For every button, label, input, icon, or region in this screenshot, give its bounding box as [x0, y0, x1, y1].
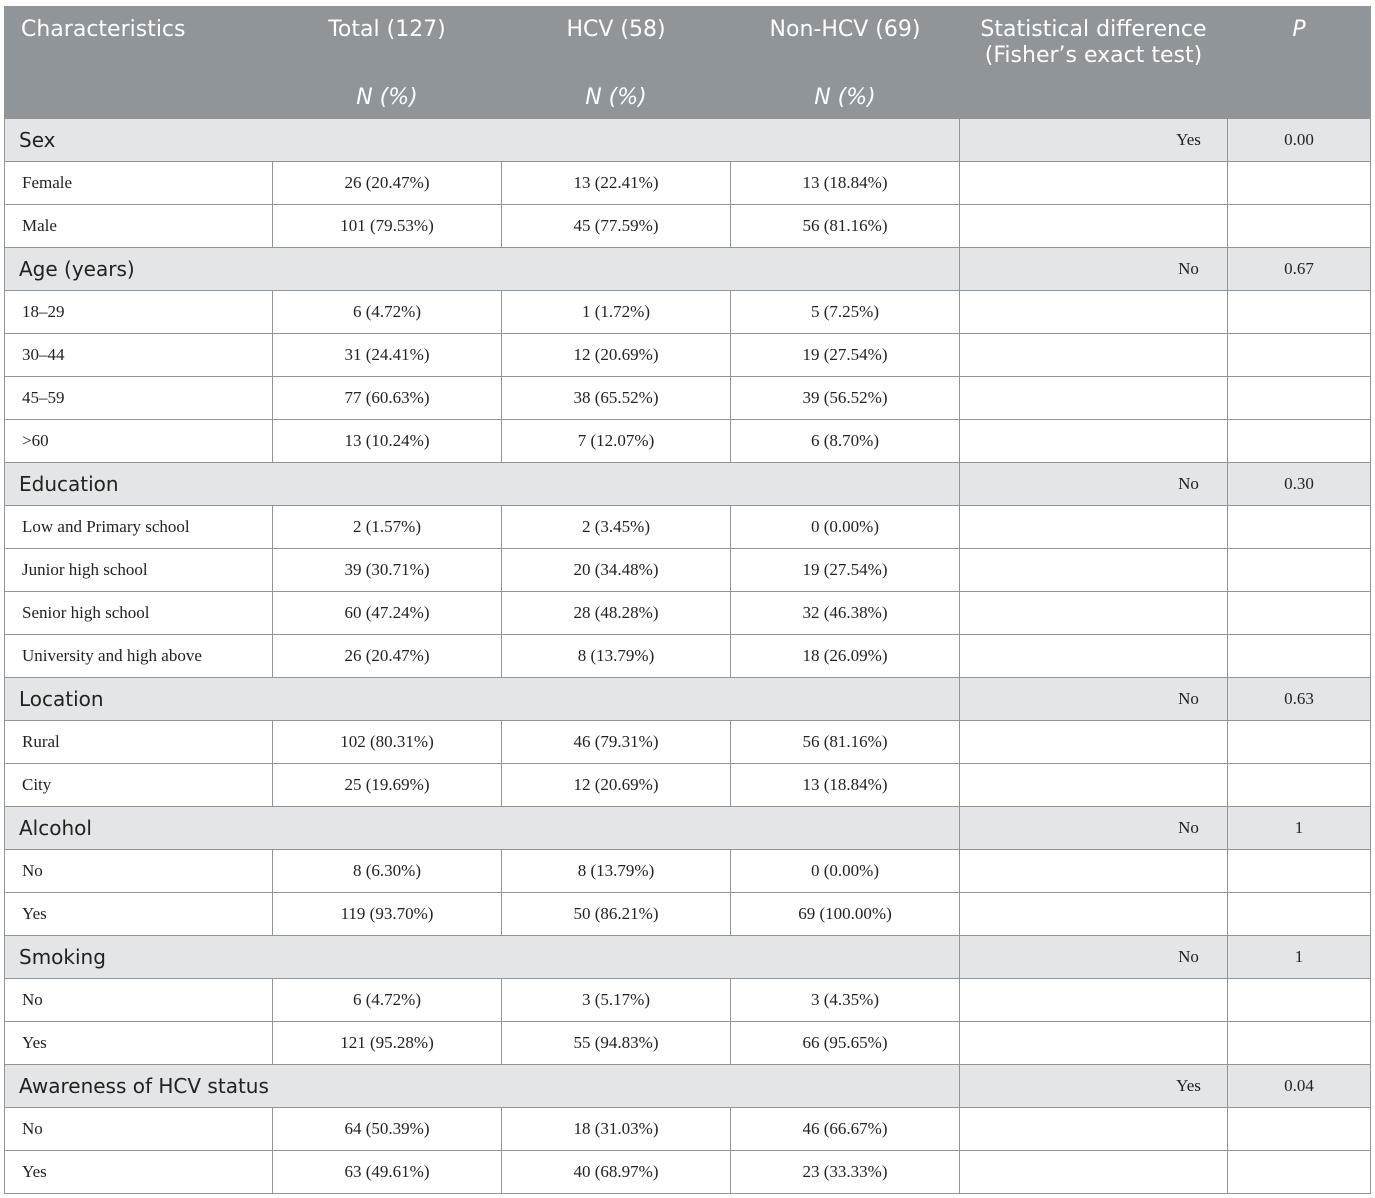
header-total: Total (127) [273, 7, 502, 76]
non-hcv-cell: 3 (4.35%) [731, 979, 960, 1022]
empty-cell [1228, 162, 1371, 205]
row-label: Low and Primary school [5, 506, 273, 549]
table-row [5, 291, 1371, 334]
statistical-difference-value: No [960, 248, 1228, 291]
statistical-difference-value: No [960, 807, 1228, 850]
non-hcv-cell: 23 (33.33%) [731, 1151, 960, 1194]
hcv-cell: 45 (77.59%) [502, 205, 731, 248]
non-hcv-cell: 39 (56.52%) [731, 377, 960, 420]
total-cell: 63 (49.61%) [273, 1151, 502, 1194]
row-label: Yes [5, 1022, 273, 1065]
empty-cell [960, 291, 1228, 334]
p-value: 0.67 [1228, 248, 1371, 291]
hcv-cell: 40 (68.97%) [502, 1151, 731, 1194]
table-row [5, 377, 1371, 420]
row-label: No [5, 850, 273, 893]
empty-cell [960, 1022, 1228, 1065]
table-row [5, 721, 1371, 764]
hcv-cell: 55 (94.83%) [502, 1022, 731, 1065]
empty-cell [1228, 420, 1371, 463]
empty-cell [1228, 979, 1371, 1022]
empty-cell [960, 764, 1228, 807]
header-sub-total: N (%) [273, 76, 502, 119]
non-hcv-cell: 46 (66.67%) [731, 1108, 960, 1151]
header-p: P [1228, 7, 1371, 119]
category-label: Sex [5, 119, 960, 162]
hcv-cell: 3 (5.17%) [502, 979, 731, 1022]
hcv-cell: 1 (1.72%) [502, 291, 731, 334]
row-label: Yes [5, 893, 273, 936]
empty-cell [1228, 291, 1371, 334]
total-cell: 31 (24.41%) [273, 334, 502, 377]
characteristics-table [4, 6, 1371, 1194]
total-cell: 2 (1.57%) [273, 506, 502, 549]
total-cell: 26 (20.47%) [273, 162, 502, 205]
category-label: Smoking [5, 936, 960, 979]
table-row [5, 635, 1371, 678]
header-characteristics: Characteristics [5, 7, 273, 76]
table-row [5, 1151, 1371, 1194]
category-row [5, 807, 1371, 850]
p-value: 0.63 [1228, 678, 1371, 721]
row-label: Senior high school [5, 592, 273, 635]
header-stat-line-2: (Fisher’s exact test) [984, 43, 1203, 68]
p-value: 0.30 [1228, 463, 1371, 506]
empty-cell [960, 377, 1228, 420]
non-hcv-cell: 18 (26.09%) [731, 635, 960, 678]
empty-cell [960, 162, 1228, 205]
table-row [5, 592, 1371, 635]
hcv-cell: 7 (12.07%) [502, 420, 731, 463]
non-hcv-cell: 0 (0.00%) [731, 506, 960, 549]
total-cell: 6 (4.72%) [273, 979, 502, 1022]
table-body [5, 119, 1371, 1194]
row-label: No [5, 1108, 273, 1151]
hcv-cell: 18 (31.03%) [502, 1108, 731, 1151]
total-cell: 8 (6.30%) [273, 850, 502, 893]
row-label: 18–29 [5, 291, 273, 334]
total-cell: 25 (19.69%) [273, 764, 502, 807]
empty-cell [1228, 334, 1371, 377]
total-cell: 119 (93.70%) [273, 893, 502, 936]
category-row [5, 248, 1371, 291]
header-sub-non-hcv: N (%) [731, 76, 960, 119]
category-label: Alcohol [5, 807, 960, 850]
table-row [5, 205, 1371, 248]
hcv-cell: 13 (22.41%) [502, 162, 731, 205]
empty-cell [1228, 635, 1371, 678]
empty-cell [1228, 850, 1371, 893]
empty-cell [960, 506, 1228, 549]
total-cell: 39 (30.71%) [273, 549, 502, 592]
empty-cell [960, 1151, 1228, 1194]
total-cell: 13 (10.24%) [273, 420, 502, 463]
empty-cell [960, 850, 1228, 893]
empty-cell [1228, 721, 1371, 764]
table-row [5, 549, 1371, 592]
empty-cell [960, 420, 1228, 463]
non-hcv-cell: 13 (18.84%) [731, 764, 960, 807]
non-hcv-cell: 13 (18.84%) [731, 162, 960, 205]
statistical-difference-value: Yes [960, 119, 1228, 162]
total-cell: 101 (79.53%) [273, 205, 502, 248]
empty-cell [1228, 549, 1371, 592]
non-hcv-cell: 19 (27.54%) [731, 334, 960, 377]
total-cell: 6 (4.72%) [273, 291, 502, 334]
non-hcv-cell: 69 (100.00%) [731, 893, 960, 936]
table-header [5, 7, 1371, 119]
total-cell: 26 (20.47%) [273, 635, 502, 678]
category-label: Education [5, 463, 960, 506]
row-label: No [5, 979, 273, 1022]
empty-cell [960, 979, 1228, 1022]
row-label: 30–44 [5, 334, 273, 377]
header-non-hcv: Non-HCV (69) [731, 7, 960, 76]
empty-cell [1228, 764, 1371, 807]
category-label: Age (years) [5, 248, 960, 291]
table-row [5, 1108, 1371, 1151]
statistical-difference-value: Yes [960, 1065, 1228, 1108]
category-row [5, 936, 1371, 979]
table-container [4, 6, 1370, 1194]
hcv-cell: 8 (13.79%) [502, 635, 731, 678]
category-label: Awareness of HCV status [5, 1065, 960, 1108]
row-label: City [5, 764, 273, 807]
hcv-cell: 2 (3.45%) [502, 506, 731, 549]
table-row [5, 850, 1371, 893]
non-hcv-cell: 66 (95.65%) [731, 1022, 960, 1065]
header-stat-line-1: Statistical difference [980, 17, 1207, 42]
row-label: Yes [5, 1151, 273, 1194]
empty-cell [1228, 893, 1371, 936]
table-row [5, 162, 1371, 205]
hcv-cell: 12 (20.69%) [502, 764, 731, 807]
hcv-cell: 38 (65.52%) [502, 377, 731, 420]
hcv-cell: 28 (48.28%) [502, 592, 731, 635]
empty-cell [960, 721, 1228, 764]
statistical-difference-value: No [960, 936, 1228, 979]
row-label: Male [5, 205, 273, 248]
total-cell: 102 (80.31%) [273, 721, 502, 764]
empty-cell [1228, 506, 1371, 549]
table-row [5, 334, 1371, 377]
hcv-cell: 8 (13.79%) [502, 850, 731, 893]
total-cell: 77 (60.63%) [273, 377, 502, 420]
empty-cell [1228, 1022, 1371, 1065]
non-hcv-cell: 56 (81.16%) [731, 721, 960, 764]
empty-cell [1228, 1108, 1371, 1151]
table-row [5, 893, 1371, 936]
p-value: 1 [1228, 807, 1371, 850]
total-cell: 121 (95.28%) [273, 1022, 502, 1065]
empty-cell [1228, 377, 1371, 420]
row-label: 45–59 [5, 377, 273, 420]
empty-cell [960, 1108, 1228, 1151]
row-label: Rural [5, 721, 273, 764]
hcv-cell: 12 (20.69%) [502, 334, 731, 377]
category-row [5, 463, 1371, 506]
header-statistical-difference [960, 7, 1228, 119]
empty-cell [960, 549, 1228, 592]
header-sub-hcv: N (%) [502, 76, 731, 119]
table-row [5, 764, 1371, 807]
non-hcv-cell: 56 (81.16%) [731, 205, 960, 248]
category-row [5, 119, 1371, 162]
empty-cell [1228, 592, 1371, 635]
p-value: 1 [1228, 936, 1371, 979]
table-row [5, 979, 1371, 1022]
non-hcv-cell: 0 (0.00%) [731, 850, 960, 893]
category-row [5, 678, 1371, 721]
p-value: 0.04 [1228, 1065, 1371, 1108]
non-hcv-cell: 5 (7.25%) [731, 291, 960, 334]
table-row [5, 1022, 1371, 1065]
empty-cell [1228, 205, 1371, 248]
total-cell: 64 (50.39%) [273, 1108, 502, 1151]
hcv-cell: 20 (34.48%) [502, 549, 731, 592]
empty-cell [960, 893, 1228, 936]
non-hcv-cell: 19 (27.54%) [731, 549, 960, 592]
statistical-difference-value: No [960, 678, 1228, 721]
hcv-cell: 46 (79.31%) [502, 721, 731, 764]
empty-cell [960, 635, 1228, 678]
row-label: >60 [5, 420, 273, 463]
table-row [5, 420, 1371, 463]
total-cell: 60 (47.24%) [273, 592, 502, 635]
row-label: Junior high school [5, 549, 273, 592]
empty-cell [960, 592, 1228, 635]
category-row [5, 1065, 1371, 1108]
non-hcv-cell: 32 (46.38%) [731, 592, 960, 635]
empty-cell [960, 334, 1228, 377]
empty-cell [960, 205, 1228, 248]
non-hcv-cell: 6 (8.70%) [731, 420, 960, 463]
row-label: University and high above [5, 635, 273, 678]
table-row [5, 506, 1371, 549]
header-hcv: HCV (58) [502, 7, 731, 76]
header-sub-empty [5, 76, 273, 119]
p-value: 0.00 [1228, 119, 1371, 162]
statistical-difference-value: No [960, 463, 1228, 506]
empty-cell [1228, 1151, 1371, 1194]
category-label: Location [5, 678, 960, 721]
row-label: Female [5, 162, 273, 205]
hcv-cell: 50 (86.21%) [502, 893, 731, 936]
